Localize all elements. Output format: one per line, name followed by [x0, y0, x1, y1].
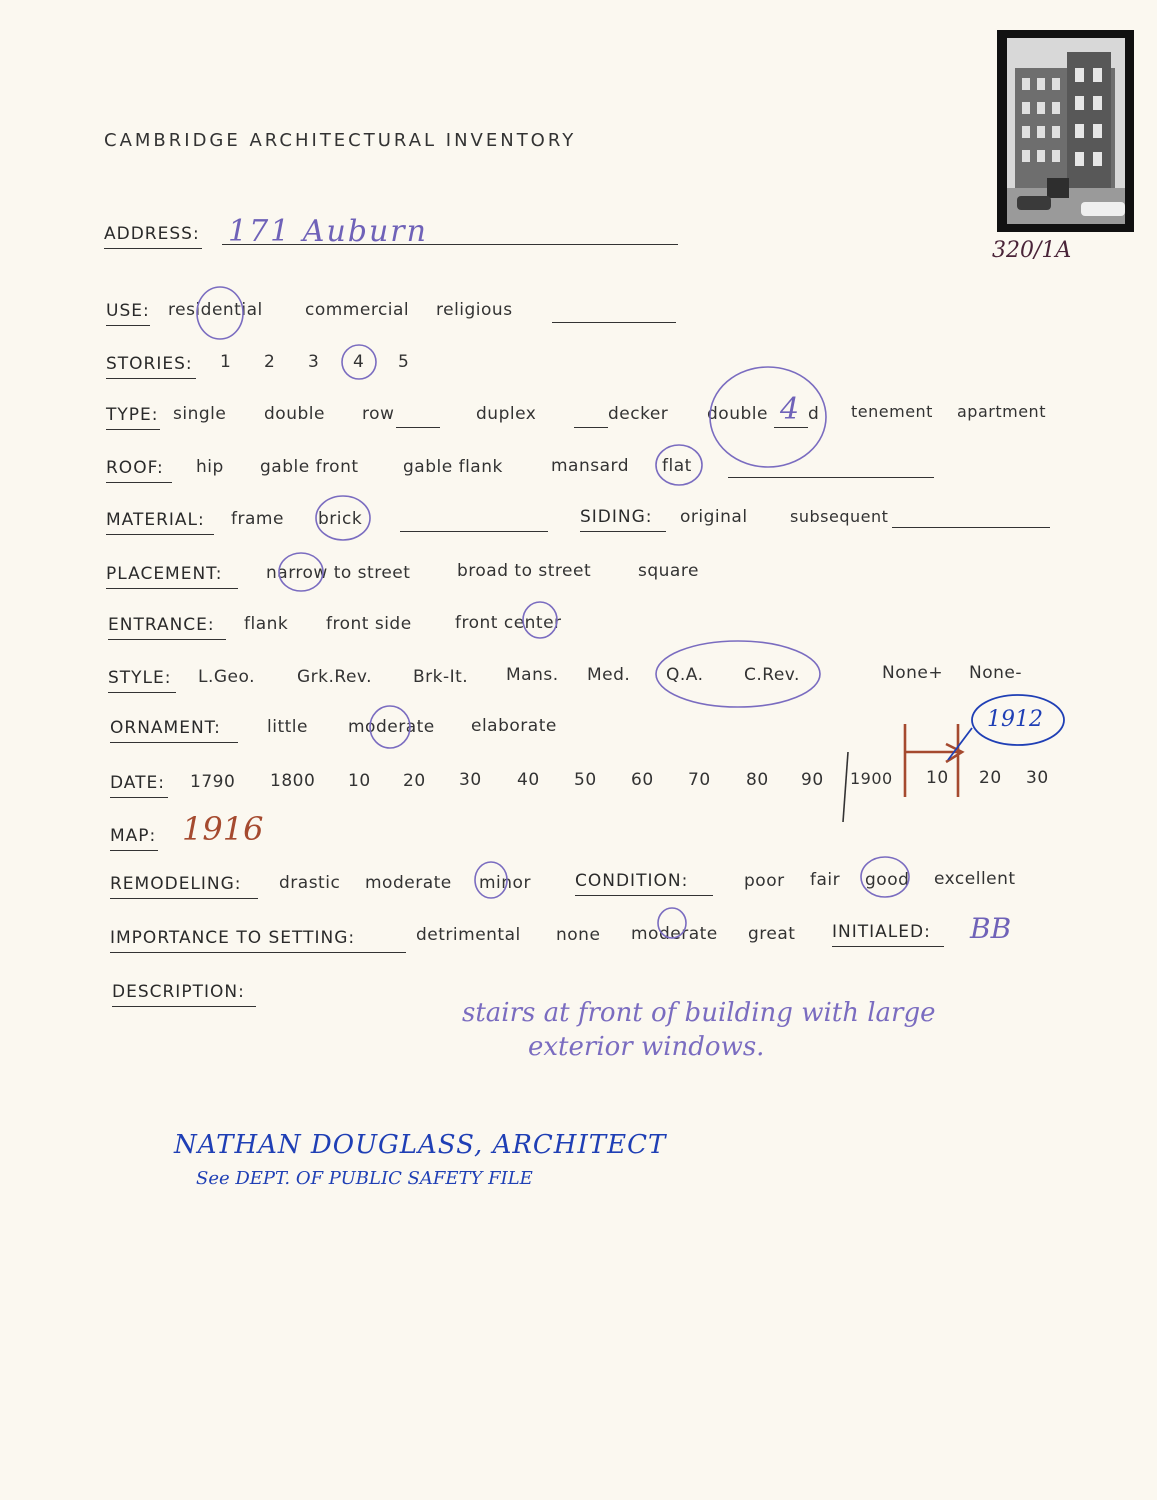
placement-broad: broad to street [457, 561, 592, 581]
date-1800: 1800 [270, 771, 316, 791]
importance-great: great [748, 924, 796, 944]
entrance-front-side: front side [326, 614, 412, 634]
placement-narrow: narrow to street [266, 563, 411, 583]
address-label-underline [104, 248, 202, 249]
style-underline [108, 692, 176, 693]
remodeling-minor: minor [479, 873, 531, 893]
map-underline [110, 850, 158, 851]
importance-detrimental: detrimental [416, 925, 521, 945]
pointer-1912 [948, 728, 972, 760]
map-label: MAP: [110, 826, 157, 846]
siding-blank [892, 527, 1050, 528]
description-label: DESCRIPTION: [112, 982, 245, 1002]
stories-3: 3 [308, 352, 320, 372]
style-crev: C.Rev. [744, 665, 800, 685]
condition-excellent: excellent [934, 869, 1016, 889]
date-40: 40 [517, 770, 540, 790]
type-label: TYPE: [106, 405, 159, 425]
type-decker-blank [574, 427, 608, 428]
date-label: DATE: [110, 773, 165, 793]
stories-4: 4 [353, 352, 365, 372]
date-1900: 1900 [850, 769, 893, 788]
style-none-plus: None+ [882, 663, 944, 683]
date-handwritten: 1912 [987, 707, 1043, 732]
type-double-d: double [707, 404, 768, 424]
placement-underline [106, 588, 238, 589]
placement-square: square [638, 561, 699, 581]
type-duplex: duplex [476, 404, 537, 424]
condition-underline [575, 895, 713, 896]
remodeling-underline [110, 898, 258, 899]
date-1910: 10 [926, 768, 949, 788]
style-label: STYLE: [108, 668, 172, 688]
stories-1: 1 [220, 352, 232, 372]
roof-mansard: mansard [551, 456, 630, 476]
ornament-elaborate: elaborate [471, 716, 557, 736]
use-blank [552, 322, 676, 323]
condition-good: good [865, 870, 910, 890]
architect-note: NATHAN DOUGLASS, ARCHITECT [174, 1130, 667, 1160]
roof-gable-flank: gable flank [403, 457, 503, 477]
remodeling-label: REMODELING: [110, 874, 242, 894]
roof-gable-front: gable front [260, 457, 359, 477]
page-title: CAMBRIDGE ARCHITECTURAL INVENTORY [104, 130, 577, 151]
date-90: 90 [801, 770, 824, 790]
type-row-blank [396, 427, 440, 428]
date-30: 30 [459, 770, 482, 790]
importance-none: none [556, 925, 601, 945]
use-religious: religious [436, 300, 513, 320]
map-handwritten: 1916 [182, 810, 264, 848]
placement-label: PLACEMENT: [106, 564, 223, 584]
siding-original: original [680, 507, 748, 527]
style-brkit: Brk-It. [413, 667, 469, 687]
stories-2: 2 [264, 352, 276, 372]
style-mans: Mans. [506, 665, 559, 685]
type-double-d-blank [774, 427, 808, 428]
type-row: row [362, 404, 395, 424]
material-frame: frame [231, 509, 284, 529]
importance-underline [110, 952, 406, 953]
style-none-minus: None- [969, 663, 1022, 683]
type-decker: decker [608, 404, 669, 424]
ornament-moderate: moderate [348, 717, 435, 737]
initialed-label: INITIALED: [832, 922, 931, 942]
date-60: 60 [631, 770, 654, 790]
initialed-value: BB [970, 912, 1012, 945]
condition-fair: fair [810, 870, 841, 890]
stories-5: 5 [398, 352, 410, 372]
date-underline [110, 797, 168, 798]
building-photo [997, 30, 1134, 232]
use-label: USE: [106, 301, 150, 321]
entrance-label: ENTRANCE: [108, 615, 215, 635]
siding-label: SIDING: [580, 507, 653, 527]
roof-underline [106, 482, 172, 483]
use-commercial: commercial [305, 300, 410, 320]
type-stories-number: 4 [780, 392, 800, 427]
entrance-flank: flank [244, 614, 289, 634]
siding-subsequent: subsequent [790, 507, 889, 526]
importance-label: IMPORTANCE TO SETTING: [110, 928, 356, 948]
roof-label: ROOF: [106, 458, 164, 478]
date-20: 20 [403, 771, 426, 791]
style-qa: Q.A. [666, 665, 704, 685]
description-underline [112, 1006, 256, 1007]
initialed-underline [832, 946, 944, 947]
condition-poor: poor [744, 871, 785, 891]
stories-label: STORIES: [106, 354, 193, 374]
safety-file-note: See DEPT. OF PUBLIC SAFETY FILE [196, 1168, 533, 1189]
type-tenement: tenement [851, 402, 933, 421]
roof-flat: flat [662, 456, 692, 476]
photo-number: 320/1A [992, 238, 1072, 263]
type-d-suffix: d [808, 404, 820, 424]
type-apartment: apartment [957, 402, 1046, 421]
date-10: 10 [348, 771, 371, 791]
remodeling-drastic: drastic [279, 873, 341, 893]
ornament-underline [110, 742, 238, 743]
use-residential: residential [168, 300, 263, 320]
description-line-1: stairs at front of building with large [462, 998, 936, 1028]
style-grkrev: Grk.Rev. [297, 667, 373, 687]
siding-underline [580, 531, 666, 532]
condition-label: CONDITION: [575, 871, 689, 891]
material-brick: brick [318, 509, 363, 529]
ornament-label: ORNAMENT: [110, 718, 221, 738]
roof-hip: hip [196, 457, 224, 477]
date-1920: 20 [979, 768, 1002, 788]
type-double: double [264, 404, 325, 424]
ornament-little: little [267, 717, 308, 737]
address-value: 171 Auburn [228, 214, 428, 249]
material-underline [106, 534, 214, 535]
type-underline [106, 429, 160, 430]
description-line-2: exterior windows. [528, 1032, 765, 1062]
entrance-underline [108, 639, 226, 640]
roof-blank [728, 477, 934, 478]
remodeling-moderate: moderate [365, 873, 452, 893]
date-80: 80 [746, 770, 769, 790]
date-1930: 30 [1026, 768, 1049, 788]
date-divider-1900 [843, 752, 848, 822]
entrance-front-center: front center [455, 613, 562, 633]
date-50: 50 [574, 770, 597, 790]
style-med: Med. [587, 665, 631, 685]
material-label: MATERIAL: [106, 510, 205, 530]
use-underline [106, 325, 150, 326]
address-label: ADDRESS: [104, 224, 200, 244]
stories-underline [106, 378, 196, 379]
building-image [1007, 38, 1125, 224]
date-70: 70 [688, 770, 711, 790]
date-1790: 1790 [190, 772, 236, 792]
style-lgeo: L.Geo. [198, 667, 256, 687]
material-blank [400, 531, 548, 532]
type-single: single [173, 404, 227, 424]
importance-moderate: moderate [631, 924, 718, 944]
